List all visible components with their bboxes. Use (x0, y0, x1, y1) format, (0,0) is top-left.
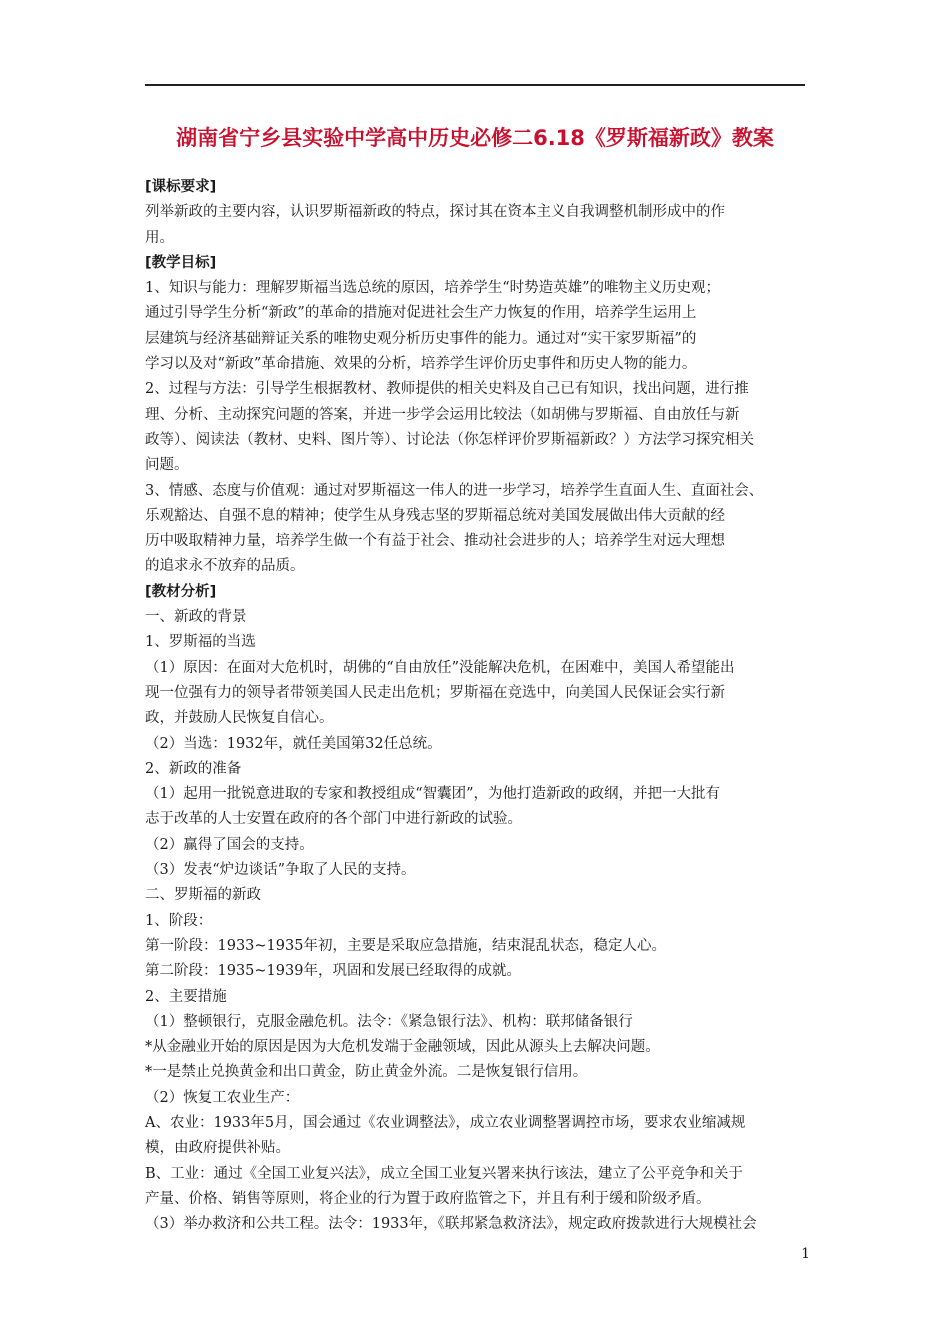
text-line: 的追求永不放弃的品质。 (145, 558, 305, 575)
text-line: 现一位强有力的领导者带领美国人民走出危机；罗斯福在竞选中，向美国人民保证会实行新 (145, 684, 725, 701)
text-line: 1、知识与能力：理解罗斯福当选总统的原因，培养学生“时势造英雄”的唯物主义历史观； (145, 280, 721, 297)
section-heading: [教学目标] (145, 254, 217, 271)
text-line: 二、罗斯福的新政 (145, 887, 261, 904)
text-line: （2）赢得了国会的支持。 (145, 836, 314, 853)
text-line: 政，并鼓励人民恢复自信心。 (145, 710, 334, 727)
text-line: 2、新政的准备 (145, 760, 242, 777)
text-line: 2、主要措施 (145, 988, 227, 1005)
text-line: 2、过程与方法：引导学生根据教材、教师提供的相关史料及自己已有知识，找出问题，进行推 (145, 381, 749, 398)
text-line: *从金融业开始的原因是因为大危机发端于金融领域，因此从源头上去解决问题。 (145, 1039, 660, 1056)
page-number: 1 (801, 1246, 810, 1262)
text-line: 用。 (145, 229, 174, 246)
text-line: 理、分析、主动探究问题的答案，并进一步学会运用比较法（如胡佛与罗斯福、自由放任与新 (145, 406, 740, 423)
text-line: B、工业：通过《全国工业复兴法》，成立全国工业复兴署来执行该法，建立了公平竞争和关于 (145, 1165, 743, 1182)
text-line: *一是禁止兑换黄金和出口黄金，防止黄金外流。二是恢复银行信用。 (145, 1064, 588, 1081)
text-line: 第二阶段：1935~1939年，巩固和发展已经取得的成就。 (145, 963, 521, 980)
text-line: （2）当选：1932年，就任美国第32任总统。 (145, 735, 442, 752)
text-line: 一、新政的背景 (145, 609, 247, 626)
text-line: 志于改革的人士安置在政府的各个部门中进行新政的试验。 (145, 811, 522, 828)
text-line: 政等）、阅读法（教材、史料、图片等）、讨论法（你怎样评价罗斯福新政？）方法学习探究相关 (145, 431, 754, 448)
text-line: 列举新政的主要内容，认识罗斯福新政的特点，探讨其在资本主义自我调整机制形成中的作 (145, 204, 725, 221)
text-line: 问题。 (145, 457, 189, 474)
text-line: （3）发表“炉边谈话”争取了人民的支持。 (145, 862, 416, 879)
text-line: 通过引导学生分析“新政”的革命的措施对促进社会生产力恢复的作用，培养学生运用上 (145, 305, 697, 322)
text-line: A、农业：1933年5月，国会通过《农业调整法》，成立农业调整署调控市场，要求农业缩减规 (145, 1114, 746, 1131)
text-line: 1、阶段： (145, 912, 213, 929)
header-rule (145, 84, 805, 86)
text-line: 产量、价格、销售等原则，将企业的行为置于政府监管之下，并且有利于缓和阶级矛盾。 (145, 1190, 711, 1207)
section-heading: [课标要求] (145, 179, 217, 195)
text-line: 学习以及对“新政”革命措施、效果的分析，培养学生评价历史事件和历史人物的能力。 (145, 356, 697, 373)
section-heading: [教材分析] (145, 583, 217, 600)
text-line: 乐观豁达、自强不息的精神；使学生从身残志坚的罗斯福总统对美国发展做出伟大贡献的经 (145, 507, 725, 524)
text-line: 层建筑与经济基础辩证关系的唯物史观分析历史事件的能力。通过对“实干家罗斯福”的 (145, 330, 697, 347)
text-line: 1、罗斯福的当选 (145, 634, 256, 651)
text-line: （1）整顿银行，克服金融危机。法令：《紧急银行法》、机构：联邦储备银行 (145, 1013, 633, 1030)
document-title: 湖南省宁乡县实验中学高中历史必修二6.18《罗斯福新政》教案 (176, 126, 774, 150)
text-line: 第一阶段：1933~1935年初，主要是采取应急措施，结束混乱状态，稳定人心。 (145, 937, 666, 954)
text-line: （1）原因：在面对大危机时，胡佛的“自由放任”没能解决危机，在困难中，美国人希望能出 (145, 659, 735, 676)
text-line: 历中吸取精神力量，培养学生做一个有益于社会、推动社会进步的人；培养学生对远大理想 (145, 533, 725, 550)
text-line: （3）举办救济和公共工程。法令：1933年，《联邦紧急救济法》，规定政府拨款进行大规模社会 (145, 1216, 757, 1233)
text-line: 模，由政府提供补贴。 (145, 1140, 290, 1157)
text-line: （2）恢复工农业生产： (145, 1089, 300, 1106)
text-line: （1）起用一批锐意进取的专家和教授组成“智囊团”，为他打造新政的政纲，并把一大批有 (145, 786, 721, 803)
text-line: 3、情感、态度与价值观：通过对罗斯福这一伟人的进一步学习，培养学生直面人生、直面社会、 (145, 482, 764, 499)
document-body (145, 175, 813, 1237)
